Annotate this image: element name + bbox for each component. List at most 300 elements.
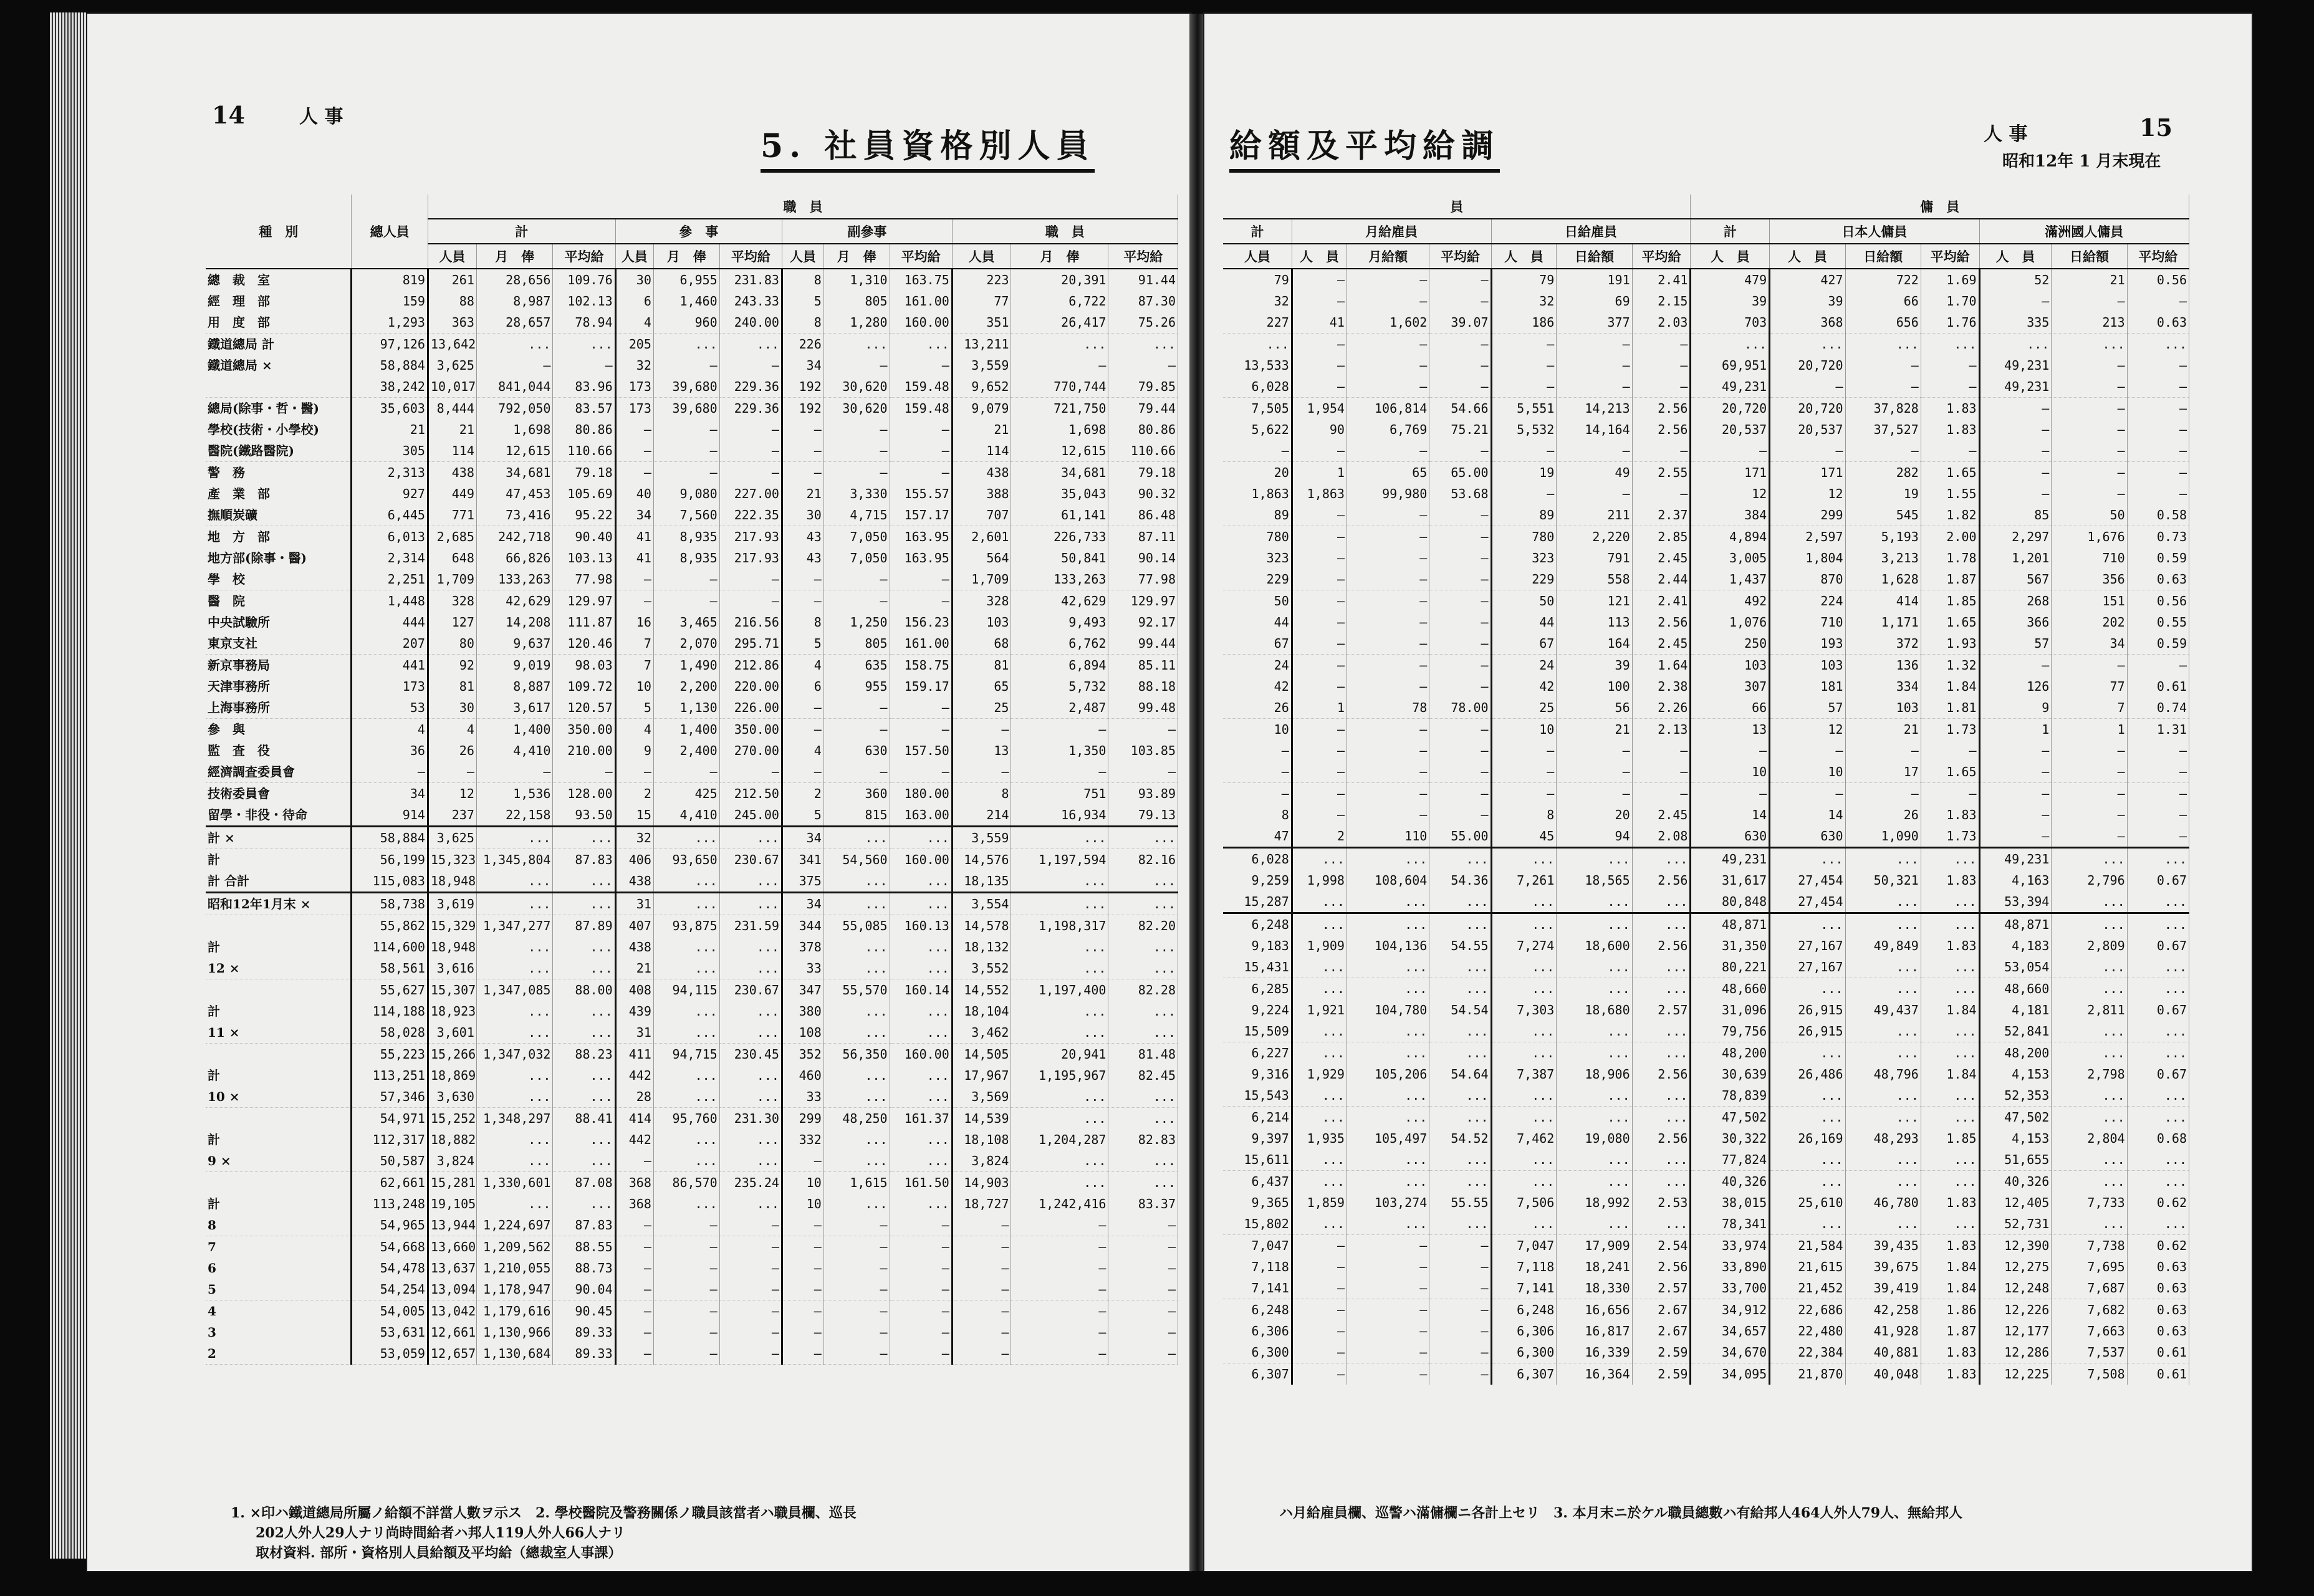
table-cell: 52,731: [1979, 1213, 2052, 1235]
table-cell: 703: [1691, 312, 1770, 334]
table-cell: 328: [428, 590, 476, 612]
table-cell: ...: [1921, 1085, 1979, 1107]
table-cell: 8,887: [476, 676, 553, 697]
sub-header: 平均給: [1921, 244, 1979, 269]
table-cell: 54.66: [1429, 398, 1491, 420]
table-cell: 1,197,400: [1011, 979, 1108, 1001]
table-cell: 2,685: [428, 526, 476, 548]
table-cell: 32: [615, 827, 653, 849]
sub-header: 平均給: [1108, 244, 1178, 269]
row-label: 計: [206, 1001, 352, 1022]
table-row: [206, 590, 1178, 612]
table-cell: 268: [1979, 590, 2052, 612]
table-cell: 30,620: [823, 376, 890, 398]
table-cell: 21: [352, 419, 428, 440]
table-cell: 214: [952, 804, 1011, 827]
table-cell: 39,435: [1845, 1235, 1921, 1257]
table-cell: ...: [823, 1001, 890, 1022]
table-cell: —: [1429, 440, 1491, 462]
table-cell: —: [1429, 569, 1491, 590]
table-cell: 6,248: [1491, 1299, 1557, 1321]
table-cell: 18,727: [952, 1193, 1011, 1214]
table-cell: 6,214: [1223, 1107, 1292, 1128]
table-cell: 25: [952, 697, 1011, 719]
table-cell: 1: [2052, 719, 2127, 741]
table-cell: ...: [476, 1193, 553, 1214]
table-cell: 3,554: [952, 893, 1011, 915]
table-cell: 57: [1770, 697, 1845, 719]
table-cell: 0.61: [2127, 1363, 2189, 1385]
table-row: [1223, 1171, 2189, 1193]
table-cell: —: [782, 462, 823, 484]
table-row: [1223, 1064, 2189, 1085]
table-cell: —: [1347, 547, 1429, 569]
table-cell: 207: [352, 633, 428, 655]
table-cell: —: [1292, 1277, 1347, 1299]
table-cell: 630: [1691, 825, 1770, 848]
table-cell: ...: [1292, 1171, 1347, 1193]
table-cell: ...: [1011, 827, 1108, 849]
table-cell: 351: [952, 312, 1011, 334]
table-cell: ...: [1845, 913, 1921, 936]
table-cell: 1,330,601: [476, 1172, 553, 1194]
table-cell: —: [1770, 740, 1845, 761]
table-cell: 35,603: [352, 398, 428, 420]
table-cell: —: [1429, 1277, 1491, 1299]
row-label: 經濟調査委員會: [206, 761, 352, 783]
table-cell: 49,437: [1845, 999, 1921, 1021]
table-row: [1223, 1128, 2189, 1149]
table-cell: —: [1845, 355, 1921, 376]
table-cell: —: [1429, 291, 1491, 312]
table-cell: ...: [719, 334, 782, 355]
table-cell: 1: [1979, 719, 2052, 741]
table-cell: 10: [1691, 761, 1770, 783]
table-cell: —: [1921, 355, 1979, 376]
table-cell: 1,954: [1292, 398, 1347, 420]
table-cell: 1.83: [1921, 1342, 1979, 1363]
table-cell: 26,417: [1011, 312, 1108, 334]
table-cell: 173: [615, 398, 653, 420]
table-row: [1223, 1042, 2189, 1064]
table-row: [206, 1322, 1178, 1343]
table-row: [1223, 504, 2189, 526]
staff-table: [206, 195, 1178, 1365]
table-cell: —: [823, 1343, 890, 1365]
table-cell: —: [890, 440, 952, 462]
row-label: 計: [206, 849, 352, 871]
table-cell: 155.57: [890, 483, 952, 504]
table-cell: —: [1347, 376, 1429, 398]
table-cell: ...: [553, 1065, 615, 1086]
table-cell: 648: [428, 547, 476, 569]
table-cell: —: [823, 1236, 890, 1258]
table-cell: 25,610: [1770, 1192, 1845, 1213]
table-cell: ...: [553, 936, 615, 958]
table-cell: —: [1347, 1363, 1429, 1385]
table-cell: 1,998: [1292, 870, 1347, 891]
table-row: [206, 783, 1178, 805]
table-cell: 42,629: [1011, 590, 1108, 612]
table-cell: 1,490: [653, 655, 719, 676]
table-cell: 47: [1223, 825, 1292, 848]
table-cell: 1.73: [1921, 719, 1979, 741]
table-cell: 2.13: [1632, 719, 1691, 741]
table-cell: —: [823, 590, 890, 612]
table-row: [1223, 848, 2189, 870]
table-cell: 3,005: [1691, 547, 1770, 569]
table-cell: —: [2052, 291, 2127, 312]
table-cell: 299: [782, 1108, 823, 1130]
table-cell: ...: [2052, 1171, 2127, 1193]
table-cell: —: [1491, 761, 1557, 783]
table-cell: ...: [1292, 848, 1347, 870]
total-header: 總人員: [352, 195, 428, 269]
sub-header: 日給額: [1557, 244, 1632, 269]
table-cell: 7,047: [1491, 1235, 1557, 1257]
table-cell: 2.85: [1632, 526, 1691, 548]
table-cell: 9,259: [1223, 870, 1292, 891]
sub-header: 人 員: [1491, 244, 1557, 269]
table-cell: 5: [782, 291, 823, 312]
sub-header: 平均給: [2127, 244, 2189, 269]
table-cell: 1,863: [1223, 483, 1292, 504]
table-cell: —: [1292, 526, 1347, 548]
group-header: 計: [428, 219, 615, 244]
table-cell: 1,448: [352, 590, 428, 612]
table-cell: ...: [2052, 913, 2127, 936]
table-cell: 133,263: [1011, 569, 1108, 590]
table-cell: 157.17: [890, 504, 952, 526]
table-cell: —: [615, 462, 653, 484]
table-cell: 211: [1557, 504, 1632, 526]
page-title: 5. 社員資格別人員: [761, 120, 1095, 173]
table-cell: —: [1347, 761, 1429, 783]
table-cell: 0.63: [2127, 1277, 2189, 1299]
table-cell: 960: [653, 312, 719, 334]
table-cell: 1,130,966: [476, 1322, 553, 1343]
table-cell: —: [1691, 783, 1770, 805]
table-cell: —: [2052, 419, 2127, 440]
table-cell: 9,019: [476, 655, 553, 676]
table-cell: —: [1347, 740, 1429, 761]
table-cell: 88.23: [553, 1044, 615, 1065]
table-cell: 4: [615, 719, 653, 741]
table-cell: 88.00: [553, 979, 615, 1001]
table-cell: 1,863: [1292, 483, 1347, 504]
table-cell: 192: [782, 398, 823, 420]
table-cell: —: [2127, 483, 2189, 504]
table-cell: ...: [2127, 1021, 2189, 1042]
table-cell: 41: [615, 547, 653, 569]
table-cell: 2.26: [1632, 697, 1691, 719]
table-cell: 4,181: [1979, 999, 2052, 1021]
table-cell: —: [719, 1322, 782, 1343]
table-cell: 14,164: [1557, 419, 1632, 440]
table-cell: 161.00: [890, 291, 952, 312]
table-cell: —: [1347, 334, 1429, 355]
table-cell: ...: [823, 936, 890, 958]
table-cell: 120.46: [553, 633, 615, 655]
table-row: [206, 1108, 1178, 1130]
table-cell: 34,657: [1691, 1320, 1770, 1342]
table-cell: —: [1347, 783, 1429, 805]
table-cell: ...: [1921, 334, 1979, 355]
table-cell: 49,231: [1691, 848, 1770, 870]
table-cell: 0.63: [2127, 312, 2189, 334]
table-cell: 1,179,616: [476, 1300, 553, 1322]
table-cell: 2.56: [1632, 1064, 1691, 1085]
table-cell: 65.00: [1429, 462, 1491, 484]
table-cell: 1.83: [1921, 419, 1979, 440]
row-label: 醫院(鐵路醫院): [206, 440, 352, 462]
table-cell: 2.41: [1632, 590, 1691, 612]
row-label: 計: [206, 936, 352, 958]
table-cell: 87.83: [553, 1214, 615, 1236]
table-cell: 18,135: [952, 870, 1011, 893]
table-row: [1223, 291, 2189, 312]
table-row: [206, 612, 1178, 633]
table-cell: 805: [823, 291, 890, 312]
row-label: 4: [206, 1300, 352, 1322]
table-cell: 1,171: [1845, 612, 1921, 633]
table-row: [206, 526, 1178, 548]
row-label: 鐵道總局 計: [206, 334, 352, 355]
table-row: [1223, 483, 2189, 504]
table-cell: 6,300: [1223, 1342, 1292, 1363]
table-cell: 6,722: [1011, 291, 1108, 312]
table-cell: 2: [782, 783, 823, 805]
table-cell: 2.38: [1632, 676, 1691, 697]
table-cell: 55.55: [1429, 1192, 1491, 1213]
table-cell: 1,130,684: [476, 1343, 553, 1365]
table-cell: 20: [1557, 804, 1632, 825]
table-cell: ...: [1845, 1042, 1921, 1064]
table-cell: 33: [782, 958, 823, 979]
table-cell: ...: [1557, 891, 1632, 913]
table-cell: 17: [1845, 761, 1921, 783]
table-cell: ...: [1429, 1213, 1491, 1235]
table-cell: 42,629: [476, 590, 553, 612]
table-cell: 307: [1691, 676, 1770, 697]
table-cell: 31: [615, 893, 653, 915]
table-cell: 2.37: [1632, 504, 1691, 526]
table-cell: 2,796: [2052, 870, 2127, 891]
table-cell: —: [1347, 504, 1429, 526]
table-cell: 1.83: [1921, 1192, 1979, 1213]
table-cell: —: [1108, 1214, 1178, 1236]
table-cell: 13: [952, 740, 1011, 761]
table-cell: —: [1108, 1343, 1178, 1365]
table-cell: 32: [1491, 291, 1557, 312]
table-cell: ...: [2052, 978, 2127, 1000]
table-cell: 54.54: [1429, 999, 1491, 1021]
row-label: 學校(技術・小學校): [206, 419, 352, 440]
table-row: [206, 1300, 1178, 1322]
table-cell: 15: [615, 804, 653, 827]
table-cell: ...: [1011, 1086, 1108, 1108]
table-cell: —: [1429, 547, 1491, 569]
table-cell: 0.74: [2127, 697, 2189, 719]
table-cell: 1.32: [1921, 655, 1979, 676]
table-cell: ...: [1632, 891, 1691, 913]
table-cell: ...: [1347, 913, 1429, 936]
table-cell: 282: [1845, 462, 1921, 484]
table-cell: 1,628: [1845, 569, 1921, 590]
table-cell: 52: [1979, 269, 2052, 291]
table-cell: —: [823, 697, 890, 719]
table-cell: 34,912: [1691, 1299, 1770, 1321]
table-cell: 39,419: [1845, 1277, 1921, 1299]
table-cell: 21: [782, 483, 823, 504]
table-cell: ...: [653, 1001, 719, 1022]
table-cell: 157.50: [890, 740, 952, 761]
table-cell: 39: [1770, 291, 1845, 312]
table-row: [206, 1257, 1178, 1279]
table-cell: 65: [1347, 462, 1429, 484]
table-cell: 1.85: [1921, 590, 1979, 612]
table-cell: 26,486: [1770, 1064, 1845, 1085]
table-cell: 13,642: [428, 334, 476, 355]
table-cell: 113,251: [352, 1065, 428, 1086]
table-cell: 368: [615, 1172, 653, 1194]
table-cell: —: [782, 1214, 823, 1236]
table-cell: 113,248: [352, 1193, 428, 1214]
row-label: 10 ×: [206, 1086, 352, 1108]
table-cell: ...: [553, 1193, 615, 1214]
table-cell: —: [1011, 761, 1108, 783]
table-cell: 2.55: [1632, 462, 1691, 484]
table-cell: 1.81: [1921, 697, 1979, 719]
table-cell: 171: [1770, 462, 1845, 484]
table-cell: 156.23: [890, 612, 952, 633]
table-cell: 54,965: [352, 1214, 428, 1236]
table-cell: 5,551: [1491, 398, 1557, 420]
table-cell: 164: [1557, 633, 1632, 655]
table-row: [1223, 269, 2189, 291]
table-cell: 2.03: [1632, 312, 1691, 334]
table-cell: —: [615, 1214, 653, 1236]
table-cell: 12,661: [428, 1322, 476, 1343]
table-cell: 81.48: [1108, 1044, 1178, 1065]
table-cell: 8: [952, 783, 1011, 805]
table-cell: 231.59: [719, 915, 782, 937]
table-cell: ...: [1845, 334, 1921, 355]
table-cell: 449: [428, 483, 476, 504]
group-header: 副參事: [782, 219, 952, 244]
table-cell: —: [1429, 1320, 1491, 1342]
table-row: [1223, 913, 2189, 936]
table-cell: 18,132: [952, 936, 1011, 958]
table-cell: ...: [1429, 848, 1491, 870]
table-cell: 2.67: [1632, 1299, 1691, 1321]
table-cell: ...: [653, 870, 719, 893]
table-cell: —: [1429, 719, 1491, 741]
table-cell: ...: [823, 827, 890, 849]
table-row: [206, 376, 1178, 398]
table-cell: 2.56: [1632, 1256, 1691, 1277]
table-cell: —: [1347, 1256, 1429, 1277]
table-cell: 80: [428, 633, 476, 655]
table-cell: 10: [1770, 761, 1845, 783]
table-cell: 24: [1223, 655, 1292, 676]
table-cell: ...: [1845, 978, 1921, 1000]
table-cell: 2.45: [1632, 633, 1691, 655]
table-cell: —: [1292, 1320, 1347, 1342]
table-cell: ...: [1632, 1107, 1691, 1128]
table-cell: 229: [1491, 569, 1557, 590]
table-cell: 54,254: [352, 1279, 428, 1300]
table-cell: ...: [890, 827, 952, 849]
table-cell: 48,660: [1691, 978, 1770, 1000]
row-label: 警 務: [206, 462, 352, 484]
table-cell: 161.37: [890, 1108, 952, 1130]
table-cell: ...: [1491, 913, 1557, 936]
table-cell: ...: [1632, 1171, 1691, 1193]
table-cell: ...: [1632, 1085, 1691, 1107]
table-cell: ...: [1632, 978, 1691, 1000]
table-cell: —: [1347, 590, 1429, 612]
table-cell: 75.26: [1108, 312, 1178, 334]
row-label: 天津事務所: [206, 676, 352, 697]
table-cell: 129.97: [1108, 590, 1178, 612]
sub-header: 人員: [428, 244, 476, 269]
table-cell: ...: [1770, 1107, 1845, 1128]
table-cell: —: [782, 1300, 823, 1322]
row-label: 計 ×: [206, 827, 352, 849]
table-cell: 16: [615, 612, 653, 633]
table-cell: 870: [1770, 569, 1845, 590]
table-cell: ...: [476, 1065, 553, 1086]
table-cell: 88: [428, 291, 476, 312]
table-cell: 37,527: [1845, 419, 1921, 440]
table-cell: 1,345,804: [476, 849, 553, 871]
table-cell: ...: [1429, 891, 1491, 913]
table-cell: —: [952, 1236, 1011, 1258]
table-cell: 87.30: [1108, 291, 1178, 312]
table-cell: 48,250: [823, 1108, 890, 1130]
table-cell: 80,848: [1691, 891, 1770, 913]
row-label: 技術委員會: [206, 783, 352, 805]
table-cell: —: [1632, 783, 1691, 805]
table-cell: 0.63: [2127, 1320, 2189, 1342]
table-cell: 105,206: [1347, 1064, 1429, 1085]
table-cell: 1.83: [1921, 1235, 1979, 1257]
table-cell: ...: [1557, 978, 1632, 1000]
table-cell: 87.11: [1108, 526, 1178, 548]
table-cell: ...: [553, 827, 615, 849]
table-cell: 7,303: [1491, 999, 1557, 1021]
table-cell: 4,715: [823, 504, 890, 526]
group-header: 滿洲國人傭員: [1979, 219, 2189, 244]
table-cell: 356: [2052, 569, 2127, 590]
table-cell: —: [2127, 291, 2189, 312]
table-cell: —: [1632, 483, 1691, 504]
table-cell: 0.62: [2127, 1192, 2189, 1213]
table-cell: ...: [1347, 978, 1429, 1000]
table-cell: 27,167: [1770, 935, 1845, 956]
table-cell: 927: [352, 483, 428, 504]
table-cell: 79.18: [1108, 462, 1178, 484]
table-cell: 210.00: [553, 740, 615, 761]
table-cell: 103: [1691, 655, 1770, 676]
table-cell: 102.13: [553, 291, 615, 312]
table-cell: 3,630: [428, 1086, 476, 1108]
table-cell: —: [1429, 355, 1491, 376]
table-cell: —: [719, 1343, 782, 1365]
table-cell: 28: [615, 1086, 653, 1108]
table-cell: 80,221: [1691, 956, 1770, 978]
